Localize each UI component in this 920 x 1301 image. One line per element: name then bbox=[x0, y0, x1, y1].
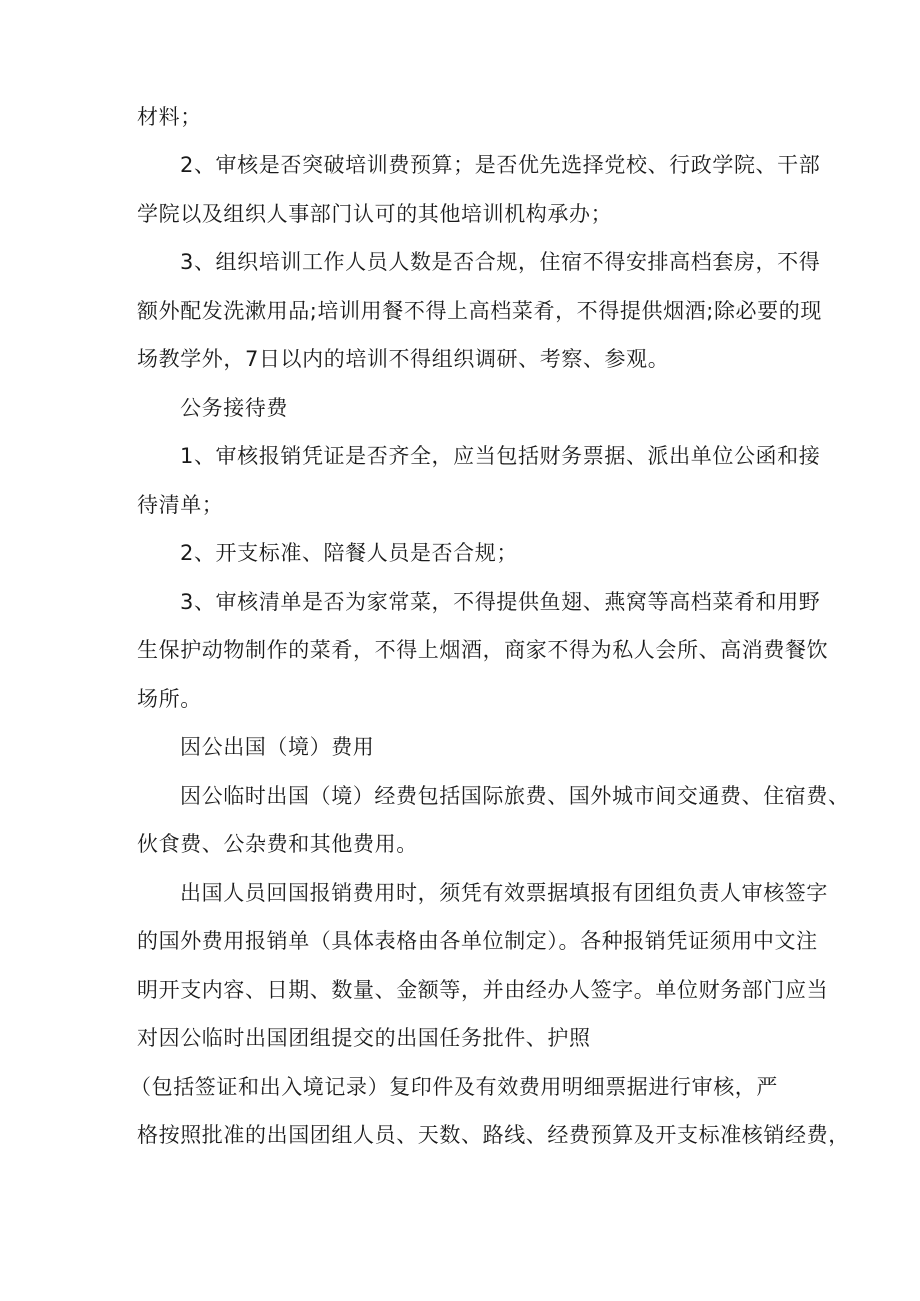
text-line: 因公临时出国（境）经费包括国际旅费、国外城市间交通费、住宿费、 bbox=[180, 784, 850, 808]
text-line: 材料； bbox=[137, 105, 202, 129]
text-line: 对因公临时出国团组提交的出国任务批件、护照 bbox=[137, 1026, 591, 1050]
section-heading: 因公出国（境）费用 bbox=[180, 735, 375, 759]
text-line: 场所。 bbox=[137, 687, 202, 711]
section-heading: 公务接待费 bbox=[180, 396, 288, 420]
text-line: （包括签证和出入境记录）复印件及有效费用明细票据进行审核，严 bbox=[130, 1075, 778, 1099]
text-line: 场教学外，7日以内的培训不得组织调研、考察、参观。 bbox=[137, 347, 670, 371]
text-line: 学院以及组织人事部门认可的其他培训机构承办； bbox=[137, 202, 613, 226]
text-line: 格按照批准的出国团组人员、天数、路线、经费预算及开支标准核销经费， bbox=[137, 1123, 850, 1147]
text-line: 的国外费用报销单（具体表格由各单位制定）。各种报销凭证须用中文注 bbox=[137, 929, 818, 953]
text-line: 待清单； bbox=[137, 493, 224, 517]
text-line: 明开支内容、日期、数量、金额等，并由经办人签字。单位财务部门应当 bbox=[137, 978, 829, 1002]
text-line: 2、开支标准、陪餐人员是否合规； bbox=[180, 541, 518, 565]
text-line: 额外配发洗漱用品;培训用餐不得上高档菜肴，不得提供烟酒;除必要的现 bbox=[137, 299, 822, 323]
text-line: 伙食费、公杂费和其他费用。 bbox=[137, 832, 418, 856]
text-line: 2、审核是否突破培训费预算；是否优先选择党校、行政学院、干部 bbox=[180, 153, 821, 177]
text-line: 出国人员回国报销费用时，须凭有效票据填报有团组负责人审核签字 bbox=[180, 881, 828, 905]
text-line: 1、审核报销凭证是否齐全，应当包括财务票据、派出单位公函和接 bbox=[180, 444, 821, 468]
text-line: 生保护动物制作的菜肴，不得上烟酒，商家不得为私人会所、高消费餐饮 bbox=[137, 638, 829, 662]
text-line: 3、审核清单是否为家常菜，不得提供鱼翅、燕窝等高档菜肴和用野 bbox=[180, 590, 821, 614]
text-line: 3、组织培训工作人员人数是否合规，住宿不得安排高档套房，不得 bbox=[180, 250, 821, 274]
